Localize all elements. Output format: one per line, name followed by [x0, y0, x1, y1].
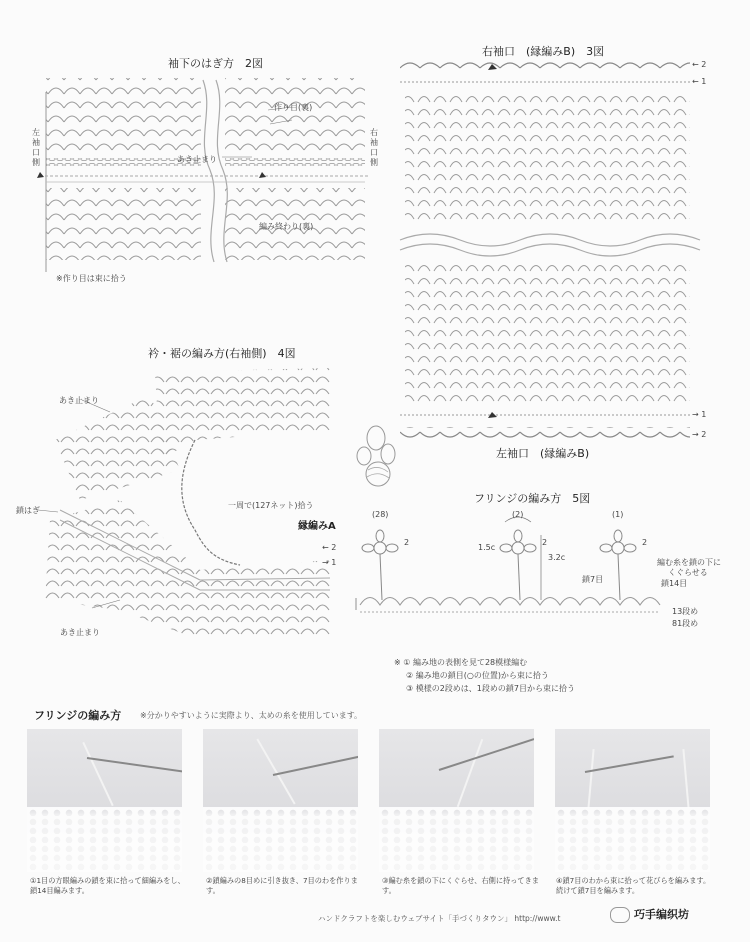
fig4-row2: ← 2 — [322, 543, 337, 552]
photo-step-3 — [379, 729, 534, 872]
watermark: 巧手编织坊 — [634, 908, 689, 921]
fig4-round-label: 一周で(127ネット)拾う — [228, 501, 314, 510]
fig5-mark28: (28) — [372, 510, 389, 519]
fig2-end-label: 編み終わり(裏) — [259, 222, 314, 231]
fig4-row1: → 1 — [322, 558, 337, 567]
fig4-chain-join: 鎖はぎ — [16, 506, 40, 515]
fig5-title: フリンジの編み方 5図 — [474, 492, 591, 505]
fig2-open-stop: あき止まり — [177, 155, 217, 164]
fig2-left-label: 左袖口側 — [32, 128, 40, 167]
fig5-row81: 81段め — [672, 619, 699, 628]
fig2-right-label: 右袖口側 — [370, 128, 378, 167]
fig4-title: 衿・裾の編み方(右袖側) 4図 — [148, 347, 296, 360]
chat-icon — [610, 907, 630, 923]
photo-step-4 — [555, 729, 710, 872]
fig5-dim32: 3.2c — [548, 553, 566, 562]
note-1: ※ ① 編み地の表側を見て28模様編む — [394, 658, 528, 667]
fig3-title: 右袖口 (縁編みB) 3図 — [482, 45, 605, 58]
note-2: ② 編み地の鎖目(○の位置)から束に拾う — [406, 671, 549, 680]
fig2-title: 袖下のはぎ方 2図 — [168, 57, 263, 70]
fig5-two-b: 2 — [542, 538, 548, 547]
fig3-row2: ← 2 — [692, 60, 707, 69]
fig3-row1b: → 1 — [692, 410, 707, 419]
photo-step-2 — [203, 729, 358, 872]
caption-step-3: ③編む糸を鎖の下にくぐらせ、右側に持ってきます。 — [382, 876, 539, 895]
fig3-row1: ← 1 — [692, 77, 707, 86]
fig4-edging: 縁編みA — [298, 521, 336, 532]
fig4-open-stop-top: あき止まり — [59, 396, 99, 405]
caption-step-1: ①1目の方眼編みの鎖を束に拾って細編みをし、鎖14目編みます。 — [30, 876, 185, 895]
caption-step-2: ②鎖編みの8目めに引き抜き、7目のわを作ります。 — [206, 876, 358, 895]
photo-step-1 — [27, 729, 182, 872]
fig5-yarn-note2: くぐらせる — [668, 568, 708, 577]
fig5-mark2: (2) — [512, 510, 524, 519]
note-3: ③ 模様の2段めは、1段めの鎖7目から束に拾う — [406, 684, 575, 693]
caption-step-4: ④鎖7目のわから束に拾って花びらを編みます。続けて鎖7目を編みます。 — [556, 876, 711, 895]
fig5-dim15: 1.5c — [478, 543, 496, 552]
fig5-mark1: (1) — [612, 510, 624, 519]
fig2-start-label: 作り目(裏) — [274, 103, 313, 112]
photos-subheading: ※分かりやすいように実際より、太めの糸を使用しています。 — [140, 711, 363, 720]
fig2-note: ※作り目は束に拾う — [56, 274, 127, 283]
fig5-two-c: 2 — [642, 538, 648, 547]
fig3-row2b: → 2 — [692, 430, 707, 439]
photos-heading: フリンジの編み方 — [34, 709, 122, 722]
fig3-bottom-title: 左袖口 (縁編みB) — [496, 447, 590, 460]
fig5-row13: 13段め — [672, 607, 699, 616]
fig5-two-a: 2 — [404, 538, 410, 547]
footer-site: ハンドクラフトを楽しむウェブサイト「手づくりタウン」 http://www.t — [318, 914, 561, 923]
fig5-ch14: 鎖14目 — [661, 579, 688, 588]
fig5-ch7: 鎖7目 — [582, 575, 604, 584]
fig4-open-stop-bottom: あき止まり — [60, 628, 100, 637]
fig5-yarn-note: 編む糸を鎖の下に — [657, 558, 721, 567]
